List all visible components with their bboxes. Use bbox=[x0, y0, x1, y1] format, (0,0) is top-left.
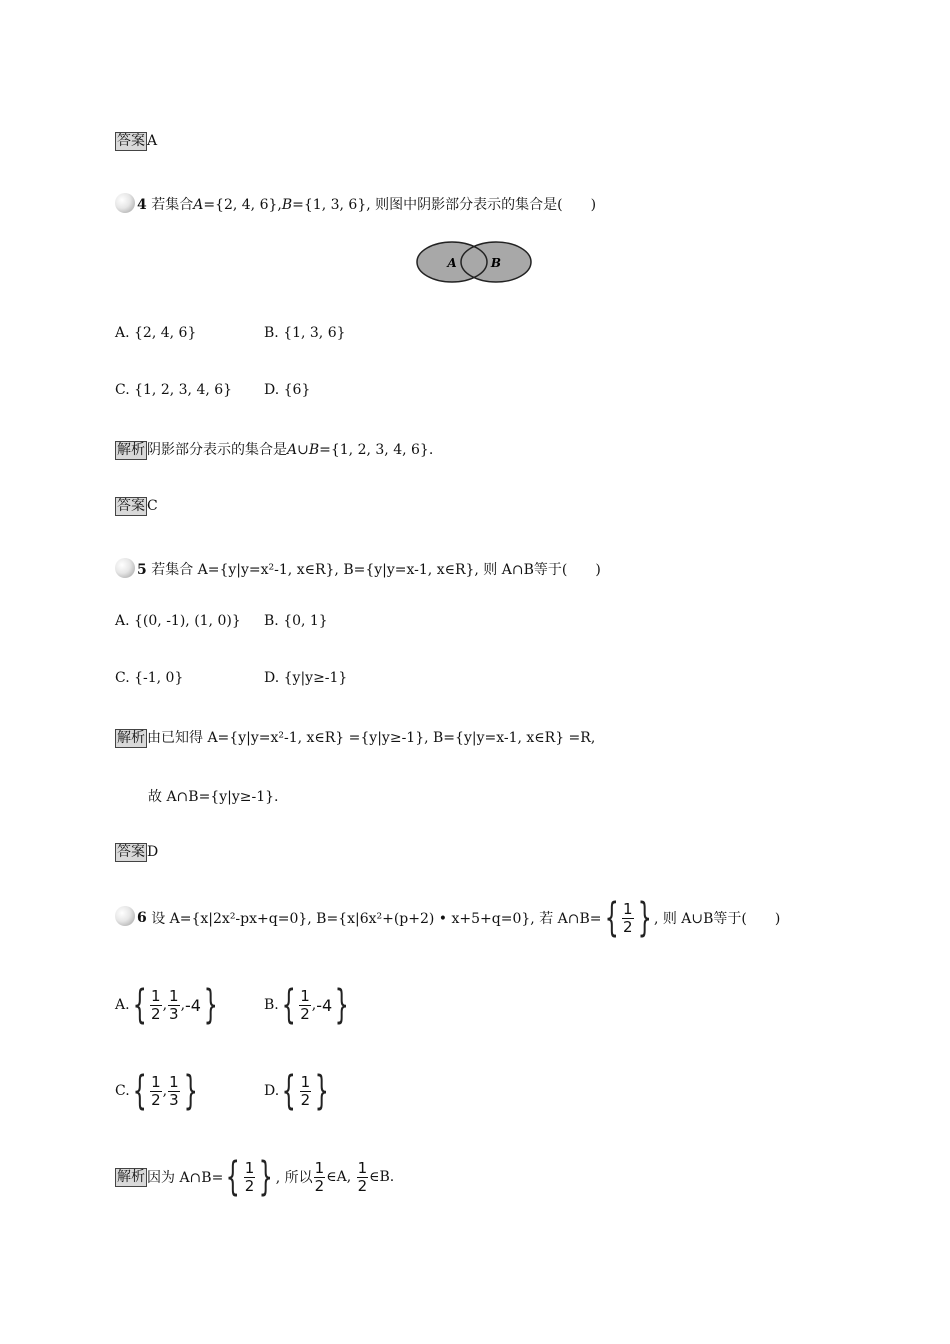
q5-analysis-line-1: 由已知得 A={y|y=x²-1, x∈R} ={y|y≥-1}, B={y|y=x-1, x∈R} =R, bbox=[147, 730, 596, 746]
question-4-stem bbox=[115, 193, 596, 214]
q6-option-b: B. { $\frac{1}{2}$ , -4 } bbox=[264, 982, 349, 1028]
q4-text-post: , 则图中阴影部分表示的集合是( ) bbox=[366, 197, 597, 213]
answer-tag: 答案 bbox=[117, 133, 145, 149]
q4-option-a: A. {2, 4, 6} bbox=[115, 325, 197, 341]
q5-option-c: C. {-1, 0} bbox=[115, 670, 184, 686]
question-5-stem bbox=[115, 558, 601, 579]
q4-set-a: A bbox=[193, 197, 204, 213]
q6-stem-pre: 设 A={x|2x²-px+q=0}, B={x|6x²+(p+2) • x+5+q=0}, 若 A∩B= bbox=[151, 911, 602, 927]
question-number: 5 bbox=[137, 562, 147, 578]
q4-option-d: D. {6} bbox=[264, 382, 311, 398]
q6-option-d: D. { $\frac{1}{2}$ } bbox=[264, 1068, 329, 1114]
venn-label-a: A bbox=[447, 256, 457, 270]
q4-set-b: B bbox=[281, 197, 293, 213]
q4-analysis bbox=[115, 439, 433, 460]
q4-analysis-post: ={1, 2, 3, 4, 6}. bbox=[319, 442, 434, 458]
analysis-tag: 解析 bbox=[117, 442, 145, 458]
q4-option-b: B. {1, 3, 6} bbox=[264, 325, 346, 341]
answer-block-1 bbox=[115, 132, 157, 151]
q6-analysis: 解析 因为 A∩B= { $\frac{1}{2}$ } , 所以 $\frac{1}{2}$ ∈A, $\frac{1}{2}$ ∈B. bbox=[117, 1154, 395, 1200]
bullet-icon bbox=[115, 558, 135, 578]
q6-stem-post: , 则 A∪B等于( ) bbox=[653, 911, 781, 927]
answer-block-q5 bbox=[115, 843, 158, 862]
q6-stem-set: { $\frac{1}{2}$ } bbox=[604, 895, 652, 941]
answer-block-q4 bbox=[115, 497, 158, 516]
bullet-icon bbox=[115, 193, 135, 213]
q6-analysis-in-a: ∈A, bbox=[326, 1169, 352, 1185]
question-number: 4 bbox=[137, 197, 147, 213]
q4-sep: , bbox=[277, 197, 282, 213]
analysis-tag: 解析 bbox=[117, 1168, 145, 1185]
q5-option-b: B. {0, 1} bbox=[264, 613, 328, 629]
answer-tag: 答案 bbox=[117, 498, 145, 514]
q5-analysis bbox=[115, 727, 595, 748]
venn-label-b: B bbox=[490, 256, 502, 270]
q4-set-b-value: ={1, 3, 6} bbox=[292, 197, 367, 213]
q4-text-pre: 若集合 bbox=[151, 197, 194, 213]
answer-value: D bbox=[147, 844, 159, 860]
question-6-stem bbox=[115, 895, 781, 941]
analysis-tag: 解析 bbox=[117, 730, 145, 746]
fraction-half: $\frac{1}{2}$ bbox=[622, 899, 633, 936]
q4-analysis-pre: 阴影部分表示的集合是 bbox=[147, 442, 287, 458]
answer-tag: 答案 bbox=[117, 844, 145, 860]
q5-option-a: A. {(0, -1), (1, 0)} bbox=[115, 613, 241, 629]
answer-value: C bbox=[147, 498, 158, 514]
q5-stem-text: 若集合 A={y|y=x²-1, x∈R}, B={y|y=x-1, x∈R}, 则 A∩B等于( ) bbox=[151, 562, 601, 578]
q6-analysis-mid: , 所以 bbox=[275, 1170, 313, 1186]
q6-analysis-pre: 因为 A∩B= bbox=[147, 1170, 224, 1186]
q4-option-c: C. {1, 2, 3, 4, 6} bbox=[115, 382, 233, 398]
q4-set-a-value: ={2, 4, 6} bbox=[203, 197, 278, 213]
q6-analysis-in-b: ∈B. bbox=[369, 1169, 395, 1185]
question-number: 6 bbox=[137, 910, 147, 926]
q4-analysis-expr: A∪B bbox=[287, 442, 320, 458]
q5-analysis-line-2: 故 A∩B={y|y≥-1}. bbox=[148, 789, 279, 805]
venn-diagram bbox=[414, 238, 536, 286]
answer-value: A bbox=[147, 133, 158, 149]
q5-option-d: D. {y|y≥-1} bbox=[264, 670, 348, 686]
bullet-icon bbox=[115, 906, 135, 926]
q6-option-c: C. { $\frac{1}{2}$ , $\frac{1}{3}$ } bbox=[115, 1068, 198, 1114]
q6-option-a: A. { $\frac{1}{2}$ , $\frac{1}{3}$ , -4 } bbox=[115, 982, 218, 1028]
